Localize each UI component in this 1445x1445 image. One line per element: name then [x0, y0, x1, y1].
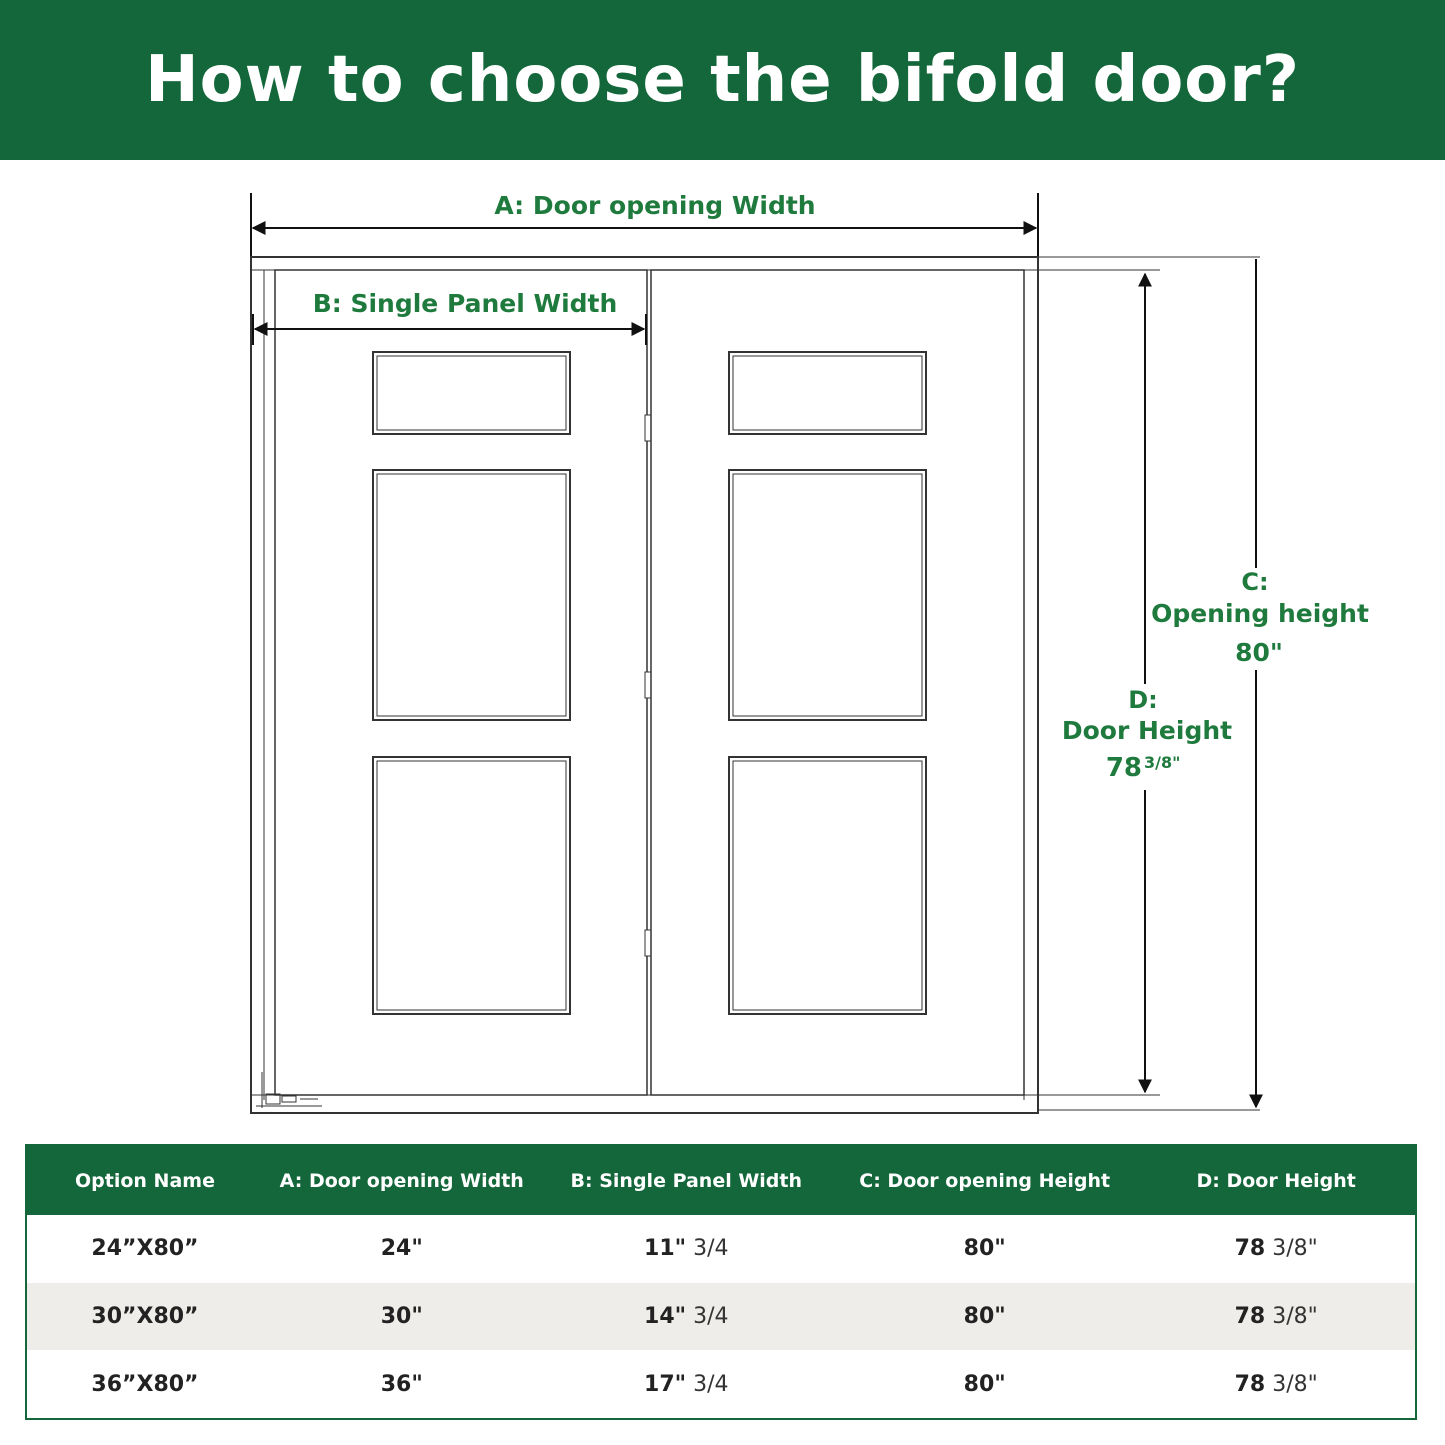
label-a: A: Door opening Width: [494, 191, 816, 220]
pivot-bracket-icon: [256, 1072, 322, 1108]
dimension-c: [1038, 257, 1369, 1110]
label-b: B: Single Panel Width: [312, 289, 618, 318]
label-d-title: Door Height: [1061, 716, 1233, 745]
cell-option: 30”X80”: [91, 1303, 199, 1329]
dimension-d: [1024, 270, 1232, 1095]
table-row: [27, 1283, 1415, 1351]
label-d-letter: D:: [1128, 686, 1158, 714]
cell-d-whole: 78: [1234, 1236, 1266, 1262]
header-door-height: D: Door Height: [1137, 1146, 1415, 1215]
cell-d-whole: 78: [1234, 1303, 1266, 1329]
table-header-row: [27, 1146, 1415, 1215]
label-c-title: Opening height: [1151, 599, 1369, 628]
dimension-a: [251, 191, 1038, 262]
page-title: How to choose the bifold door?: [145, 43, 1300, 117]
cell-c: 80": [963, 1236, 1006, 1262]
cell-b-whole: 17": [644, 1371, 687, 1397]
header-door-opening-width: A: Door opening Width: [263, 1146, 541, 1215]
cell-b-frac: 3/4: [693, 1236, 729, 1262]
cell-b-frac: 3/4: [693, 1371, 729, 1397]
door-panel-left: [275, 270, 647, 1095]
table-row: [27, 1215, 1415, 1283]
dimension-b: [253, 289, 646, 345]
table-row: [27, 1350, 1415, 1418]
cell-b-frac: 3/4: [693, 1303, 729, 1329]
cell-d-frac: 3/8": [1272, 1303, 1318, 1329]
cell-d-frac: 3/8": [1272, 1371, 1318, 1397]
cell-option: 24”X80”: [91, 1236, 199, 1262]
cell-b-whole: 14": [644, 1303, 687, 1329]
hinges: [645, 415, 651, 956]
cell-a: 24": [380, 1236, 423, 1262]
size-table: [25, 1144, 1417, 1420]
cell-d-whole: 78: [1234, 1371, 1266, 1397]
cell-d-frac: 3/8": [1272, 1236, 1318, 1262]
cell-a: 30": [380, 1303, 423, 1329]
cell-option: 36”X80”: [91, 1371, 199, 1397]
header-door-opening-height: C: Door opening Height: [832, 1146, 1137, 1215]
label-c-value: 80": [1235, 638, 1283, 667]
header-option-name: Option Name: [27, 1146, 263, 1215]
label-d-value: 78: [1105, 753, 1142, 783]
door-panel-right: [651, 270, 1024, 1095]
label-d-fraction: 3/8": [1144, 753, 1181, 772]
cell-b-whole: 11": [644, 1236, 687, 1262]
cell-c: 80": [963, 1303, 1006, 1329]
cell-c: 80": [963, 1371, 1006, 1397]
cell-a: 36": [380, 1371, 423, 1397]
header-single-panel-width: B: Single Panel Width: [541, 1146, 832, 1215]
label-c-letter: C:: [1241, 568, 1269, 596]
